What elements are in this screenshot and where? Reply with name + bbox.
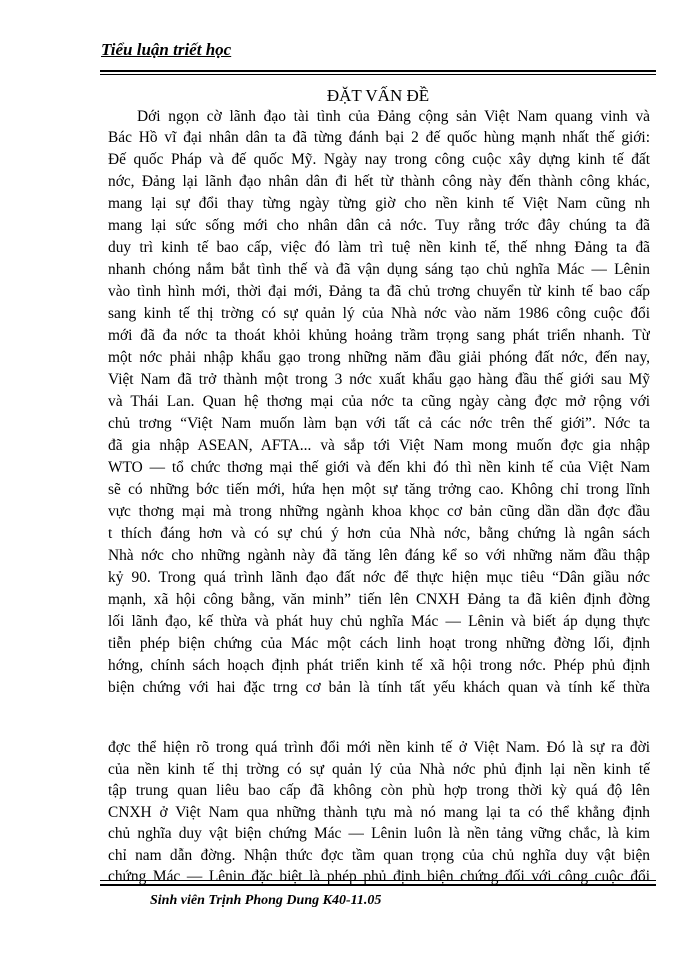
body-line: Đế quốc Pháp và đế quốc Mỹ. Ngày nay trong công cuộc xây dựng kinh tế đất (108, 151, 650, 168)
body-line: duy trì kinh tế bao cấp, việc đó làm trì tuệ nền kinh tế, thế nhng Đảng ta đã (108, 239, 650, 256)
body-line: chỉ nam dẫn đờng. Nhận thức đợc tầm quan trọng của chủ nghĩa duy vật biện (108, 846, 650, 864)
body-line: t thích đáng hơn và có sự chú ý hơn của Nhà nớc, bằng chứng là ngân sách (108, 525, 650, 542)
body-line: chủ nghĩa duy vật biện chứng Mác — Lênin luôn là nền tảng vững chắc, là kim (108, 825, 650, 842)
body-line: tiễn phép biện chứng của Mác một cách linh hoạt trong những đờng lối, định (108, 635, 650, 652)
body-line: đợc thể hiện rõ trong quá trình đổi mới nền kinh tế ở Việt Nam. Đó là sự ra đời (108, 739, 650, 756)
body-line: mang lại sự đổi thay từng ngày từng giờ cho nền kinh tế Việt Nam cũng nh (108, 195, 650, 212)
section-heading: ĐẶT VẤN ĐỀ (326, 86, 430, 105)
body-line: và Thái Lan. Quan hệ thơng mại của nớc ta cũng ngày càng đợc mở rộng với (108, 393, 650, 410)
body-line: đã gia nhập ASEAN, AFTA... và sắp tới Việt Nam mong muốn đợc gia nhập (108, 437, 650, 454)
header-rule-thin (100, 74, 656, 75)
body-line: biện chứng với hai đặc trng cơ bản là tính tất yếu khách quan và tính kế thừa (108, 679, 650, 696)
body-line: một nớc phải nhập khẩu gạo trong những năm đầu giải phóng đất nớc, đến nay, (108, 349, 650, 366)
footer-rule-thin (100, 880, 656, 881)
footer-rule-thick (100, 884, 656, 886)
body-line: vào tình hình mới, thời đại mới, Đảng ta đã chủ trơng chuyển từ kinh tế bao cấp (108, 283, 650, 300)
body-line: mới đã đa nớc ta thoát khỏi khủng hoảng trầm trọng sang phát triển nhanh. Từ (108, 327, 650, 344)
body-line: chủ trơng “Việt Nam muốn làm bạn với tất cả các nớc trên thế giới”. Nớc ta (108, 415, 650, 432)
body-line: CNXH ở Việt Nam qua những thành tựu mà nó mang lại ta có thể khẳng định (108, 803, 650, 821)
body-line: của nền kinh tế thị trờng có sự quản lý của Nhà nớc phủ định lại nền kinh tế (108, 760, 650, 778)
page-header-title: Tiểu luận triết học (101, 40, 232, 59)
body-line: mang lại sức sống mới cho nhân dân cả nớc. Tuy rằng trớc đây chúng ta đã (108, 217, 650, 234)
body-line: kỷ 90. Trong quá trình lãnh đạo đất nớc để thực hiện mục tiêu “Dân giầu nớc (108, 569, 650, 586)
body-line: Nhà nớc cho những ngành này đã tăng lên đáng kể so với những năm đầu thập (108, 547, 650, 564)
body-line: vực thơng mại mà trong những ngành khoa khọc cơ bản cũng dần dần đợc đầu (108, 503, 650, 520)
body-line: nhanh chóng nắm bắt tình thế và đã vận dụng sáng tạo chủ nghĩa Mác — Lênin (108, 261, 650, 278)
body-line: lối lãnh đạo, kế thừa và phát huy chủ nghĩa Mác — Lênin và biết áp dụng thực (108, 613, 650, 630)
header-rule-thick (100, 70, 656, 72)
body-line: WTO — tổ chức thơng mại thế giới và đến khi đó thì nền kinh tế của Việt Nam (108, 459, 650, 476)
body-line: mạnh, xã hội công bằng, văn minh” tiến lên CNXH Đảng ta đã kiên định đờng (108, 591, 650, 608)
body-line: tập trung quan liêu bao cấp đã không còn phù hợp trong thời kỳ quá độ lên (108, 782, 650, 799)
body-line: Việt Nam đã trở thành một trong 3 nớc xuất khẩu gạo hàng đầu thế giới sau Mỹ (108, 371, 650, 388)
body-line: Dới ngọn cờ lãnh đạo tài tình của Đảng cộng sản Việt Nam quang vinh và (137, 108, 650, 125)
body-line: nớc, Đảng lại lãnh đạo nhân dân đi hết từ thành công này đến thành công khác, (108, 173, 650, 190)
body-line: hớng, chính sách hoạch định phát triển kinh tế xã hội trong nớc. Phép phủ định (108, 657, 650, 674)
body-line: sẽ có những bớc tiến mới, hứa hẹn một sự tăng trởng cao. Không chỉ trong lĩnh (108, 481, 650, 498)
body-line: chứng Mác — Lênin đặc biệt là phép phủ định biện chứng đối với công cuộc đổi (108, 868, 650, 885)
body-line: Bác Hồ vĩ đại nhân dân ta đã từng đánh bại 2 đế quốc hùng mạnh nhất thế giới: (108, 129, 650, 146)
footer-author: Sinh viên Trịnh Phong Dung K40-11.05 (150, 893, 382, 908)
body-line: sang kinh tế thị trờng có sự quản lý của Nhà nớc vào năm 1986 công cuộc đổi (108, 305, 650, 322)
